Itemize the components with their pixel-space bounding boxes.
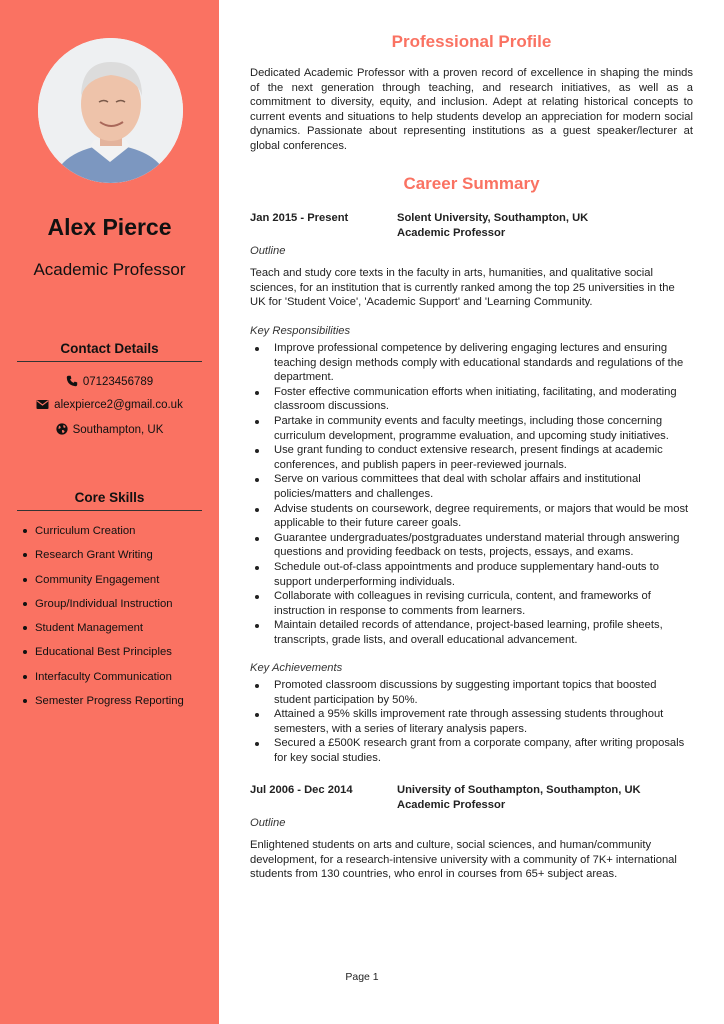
list-item: Attained a 95% skills improvement rate through assessing students throughout semesters, with a series of literary analysis papers. bbox=[250, 707, 693, 736]
career-heading: Career Summary bbox=[403, 174, 540, 193]
skill-item: Curriculum Creation bbox=[22, 524, 184, 548]
list-item: Maintain detailed records of attendance, project-based learning, profile sheets, transcripts, grade lists, and overall educational advancement. bbox=[250, 618, 693, 647]
location-text: Southampton, UK bbox=[72, 424, 164, 436]
list-item: Serve on various committees that deal with scholar affairs and institutional policies/matters and challenges. bbox=[250, 472, 693, 501]
phone-icon bbox=[66, 375, 78, 390]
list-item: Guarantee undergraduates/postgraduates understand material through answering questions and providing feedback on tests, projects, essays, and exams. bbox=[250, 531, 693, 560]
skill-item: Interfaculty Communication bbox=[22, 670, 184, 694]
list-item: Foster effective communication efforts when initiating, facilitating, and moderating classroom discussions. bbox=[250, 385, 693, 414]
skill-item: Community Engagement bbox=[22, 573, 184, 597]
skills-list bbox=[22, 524, 184, 718]
list-item: Promoted classroom discussions by suggesting important topics that boosted student participation by 50%. bbox=[250, 678, 693, 707]
skill-item: Semester Progress Reporting bbox=[22, 694, 184, 718]
list-item: Use grant funding to conduct extensive research, present findings at academic conferences, and publish papers in peer-reviewed journals. bbox=[250, 443, 693, 472]
achievements-label: Key Achievements bbox=[250, 662, 343, 674]
outline-label: Outline bbox=[250, 817, 286, 829]
skill-item: Educational Best Principles bbox=[22, 645, 184, 669]
job-dates: Jul 2006 - Dec 2014 bbox=[250, 784, 353, 796]
job-role: Academic Professor bbox=[397, 226, 506, 239]
list-item: Secured a £500K research grant from a corporate company, after writing proposals for key social studies. bbox=[250, 736, 693, 765]
profile-photo bbox=[38, 38, 183, 183]
envelope-icon bbox=[36, 399, 49, 413]
sidebar bbox=[0, 0, 219, 1024]
outline-label: Outline bbox=[250, 245, 286, 257]
job-dates: Jan 2015 - Present bbox=[250, 212, 349, 224]
job-outline: Enlightened students on arts and culture, social sciences, and human/community development, for a research-intensive university with a community of 7K+ international students from 130 countries, who enrol in courses from 65+ subject areas. bbox=[250, 839, 677, 881]
contact-phone[interactable] bbox=[0, 375, 219, 390]
list-item: Advise students on coursework, degree requirements, or majors that would be most applicable to their future career goals. bbox=[250, 502, 693, 531]
profile-heading: Professional Profile bbox=[391, 32, 552, 51]
list-item: Schedule out-of-class appointments and produce supplementary hand-outs to support underperforming individuals. bbox=[250, 560, 693, 589]
job-employer: Solent University, Southampton, UK bbox=[397, 212, 589, 224]
skill-item: Student Management bbox=[22, 621, 184, 645]
list-item: Improve professional competence by delivering engaging lectures and ensuring teaching design methods comply with educational standards and regulations of the department. bbox=[250, 341, 693, 385]
skills-heading: Core Skills bbox=[17, 490, 202, 511]
globe-icon bbox=[56, 423, 68, 438]
achievements-list bbox=[250, 678, 693, 766]
email-text: alexpierce2@gmail.co.uk bbox=[54, 399, 183, 411]
list-item: Collaborate with colleagues in revising curricula, content, and frameworks of instruction in response to comments from learners. bbox=[250, 589, 693, 618]
list-item: Partake in community events and faculty meetings, including those concerning curriculum development, programme evaluation, and upcoming study initiatives. bbox=[250, 414, 693, 443]
candidate-title: Academic Professor bbox=[33, 260, 186, 279]
candidate-name: Alex Pierce bbox=[47, 214, 172, 240]
job-outline: Teach and study core texts in the faculty in arts, humanities, and qualitative social sciences, for an institution that is currently ranked among the top 25 universities in the UK for 'Student Voice', 'Academic Support' and 'Learning Community. bbox=[250, 267, 675, 309]
skill-item: Group/Individual Instruction bbox=[22, 597, 184, 621]
phone-text: 07123456789 bbox=[82, 376, 154, 388]
profile-text: Dedicated Academic Professor with a proven record of excellence in shaping the minds of the next generation through teaching, and research initiatives, as well as a commitment to diversity, equity, and inclusion. Adept at relating historical concepts to current events and situations to help students develop an appreciation for modern social dynamics. Passionate about representing institutions as a guest speaker/lecturer at global conferences. bbox=[250, 67, 693, 152]
responsibilities-list bbox=[250, 341, 693, 647]
contact-heading: Contact Details bbox=[17, 341, 202, 362]
skill-item: Research Grant Writing bbox=[22, 548, 184, 572]
job-role: Academic Professor bbox=[397, 798, 506, 811]
job-employer: University of Southampton, Southampton, UK bbox=[397, 784, 641, 796]
contact-email[interactable] bbox=[0, 399, 219, 413]
page-number: Page 1 bbox=[345, 971, 379, 983]
responsibilities-label: Key Responsibilities bbox=[250, 325, 351, 337]
contact-location bbox=[0, 423, 219, 438]
